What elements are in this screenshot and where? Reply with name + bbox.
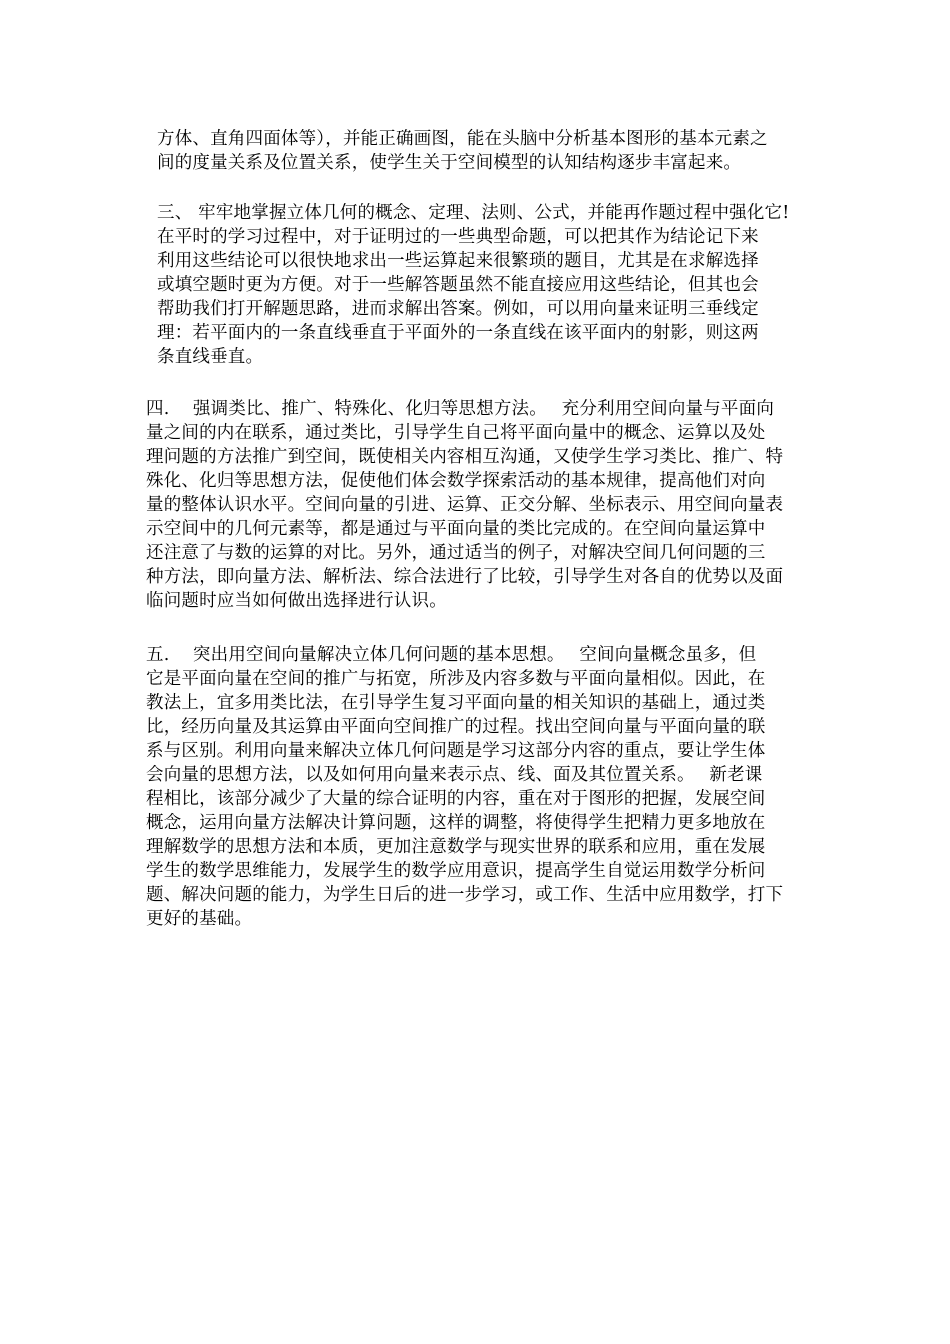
text-line: 量之间的内在联系，通过类比，引导学生自己将平面向量中的概念、运算以及处 (146, 423, 766, 443)
text-line: 或填空题时更为方便。对于一些解答题虽然不能直接应用这些结论，但其也会 (157, 275, 759, 295)
text-line: 概念，运用向量方法解决计算问题，这样的调整，将使得学生把精力更多地放在 (146, 813, 766, 833)
text-line: 还注意了与数的运算的对比。另外，通过适当的例子，对解决空间几何问题的三 (146, 543, 766, 563)
text-line: 帮助我们打开解题思路，进而求解出答案。例如，可以用向量来证明三垂线定 (157, 299, 759, 319)
text-line: 五. 突出用空间向量解决立体几何问题的基本思想。 空间向量概念虽多，但 (146, 645, 757, 665)
text-line: 三、 牢牢地掌握立体几何的概念、定理、法则、公式，并能再作题过程中强化它! (157, 203, 790, 223)
text-line: 临问题时应当如何做出选择进行认识。 (146, 591, 447, 611)
text-line: 在平时的学习过程中，对于证明过的一些典型命题，可以把其作为结论记下来 (157, 227, 759, 247)
text-line: 程相比，该部分减少了大量的综合证明的内容，重在对于图形的把握，发展空间 (146, 789, 766, 809)
text-line: 它是平面向量在空间的推广与拓宽，所涉及内容多数与平面向量相似。因此，在 (146, 669, 766, 689)
text-line: 会向量的思想方法，以及如何用向量来表示点、线、面及其位置关系。 新老课 (146, 765, 763, 785)
text-line: 理解数学的思想方法和本质，更加注意数学与现实世界的联系和应用，重在发展 (146, 837, 766, 857)
text-line: 种方法，即向量方法、解析法、综合法进行了比较，引导学生对各自的优势以及面 (146, 567, 784, 587)
text-line: 理问题的方法推广到空间，既使相关内容相互沟通，又使学生学习类比、推广、特 (146, 447, 784, 467)
text-line: 理：若平面内的一条直线垂直于平面外的一条直线在该平面内的射影，则这两 (157, 323, 759, 343)
text-line: 殊化、化归等思想方法，促使他们体会数学探索活动的基本规律，提高他们对向 (146, 471, 766, 491)
text-line: 系与区别。利用向量来解决立体几何问题是学习这部分内容的重点，要让学生体 (146, 741, 766, 761)
text-line: 条直线垂直。 (157, 347, 264, 367)
text-line: 比，经历向量及其运算由平面向空间推广的过程。找出空间向量与平面向量的联 (146, 717, 766, 737)
text-line: 四. 强调类比、推广、特殊化、化归等思想方法。 充分利用空间向量与平面向 (146, 399, 775, 419)
text-line: 教法上，宜多用类比法，在引导学生复习平面向量的相关知识的基础上，通过类 (146, 693, 766, 713)
text-line: 题、解决问题的能力，为学生日后的进一步学习，或工作、生活中应用数学，打下 (146, 885, 784, 905)
text-line: 方体、直角四面体等），并能正确画图，能在头脑中分析基本图形的基本元素之 (157, 129, 768, 149)
text-line: 利用这些结论可以很快地求出一些运算起来很繁琐的题目，尤其是在求解选择 (157, 251, 759, 271)
text-line: 示空间中的几何元素等，都是通过与平面向量的类比完成的。在空间向量运算中 (146, 519, 766, 539)
text-line: 间的度量关系及位置关系，使学生关于空间模型的认知结构逐步丰富起来。 (157, 153, 742, 173)
text-line: 学生的数学思维能力，发展学生的数学应用意识，提高学生自觉运用数学分析问 (146, 861, 766, 881)
text-line: 更好的基础。 (146, 909, 253, 929)
text-line: 量的整体认识水平。空间向量的引进、运算、正交分解、坐标表示、用空间向量表 (146, 495, 784, 515)
